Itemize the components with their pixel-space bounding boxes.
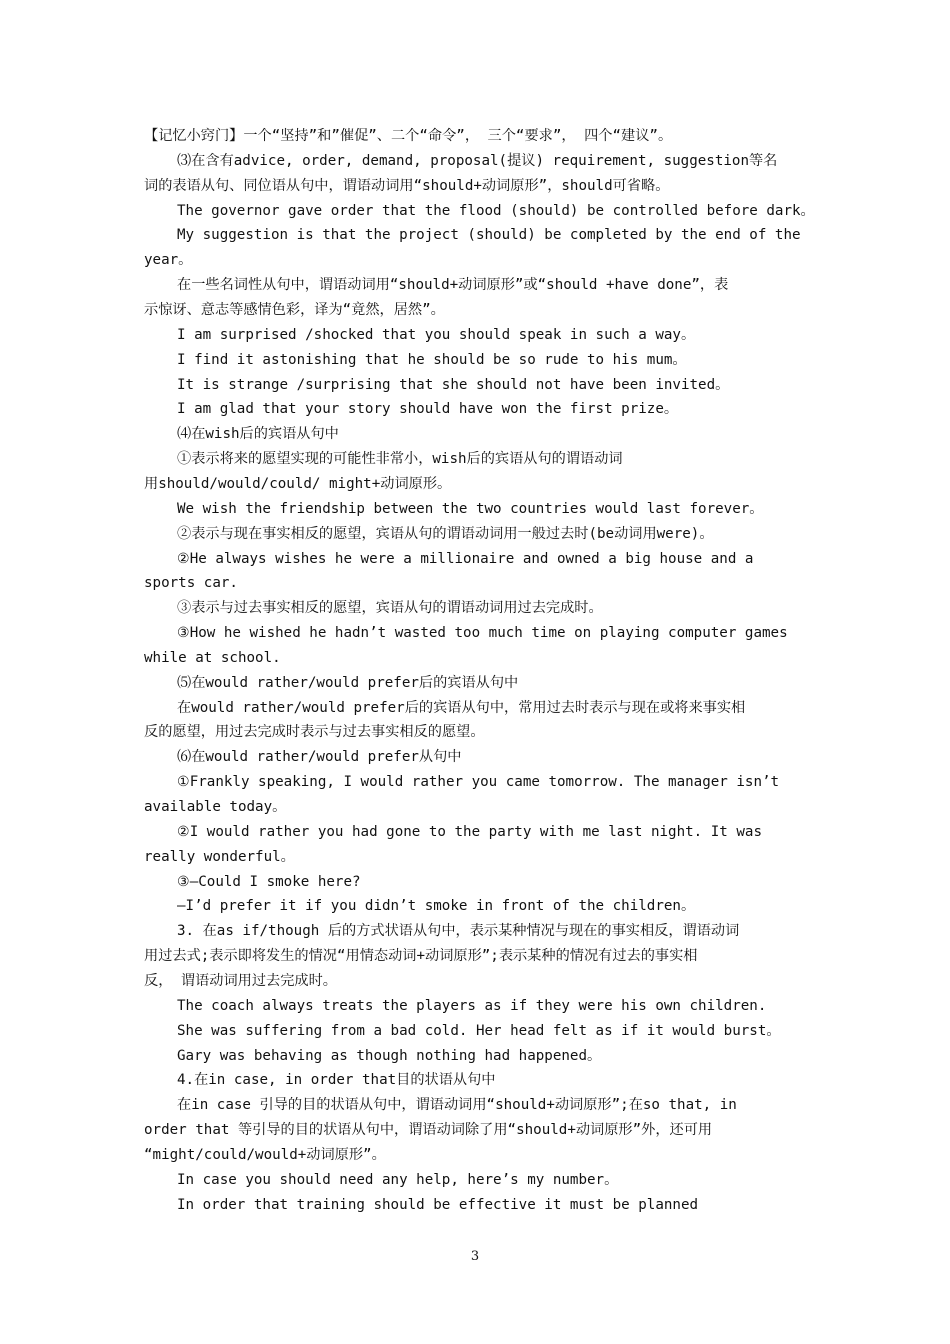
text-line: My suggestion is that the project (should) be completed by the end of the [177, 227, 801, 244]
text-line: I am surprised /shocked that you should speak in such a way。 [177, 326, 696, 343]
text-line: I am glad that your story should have won the first prize。 [177, 401, 679, 418]
text-line: It is strange /surprising that she should not have been invited。 [177, 376, 730, 393]
text-line: order that 等引导的目的状语从句中，谓语动词除了用“should+动词原形”外，还可用 [144, 1122, 713, 1138]
text-line: ⑸在would rather/would prefer后的宾语从句中 [177, 674, 519, 691]
text-line: ⑹在would rather/would prefer从句中 [177, 749, 462, 766]
text-line: ①表示将来的愿望实现的可能性非常小，wish后的宾语从句的谓语动词 [177, 451, 623, 468]
text-line: ②表示与现在事实相反的愿望，宾语从句的谓语动词用一般过去时(be动词用were)。 [177, 525, 714, 542]
text-line: 示惊讶、意志等感情色彩，译为“竟然，居然”。 [144, 302, 445, 318]
text-line: ⑶在含有advice, order, demand, proposal(提议) requirement, suggestion等名 [177, 152, 778, 169]
text-line: —I’d prefer it if you didn’t smoke in front of the children。 [177, 898, 696, 915]
text-line: 用过去式;表示即将发生的情况“用情态动词+动词原形”;表示某种的情况有过去的事实相 [144, 948, 698, 965]
text-line: ③How he wished he hadn’t wasted too much time on playing computer games [177, 625, 788, 641]
text-line: ③—Could I smoke here? [177, 873, 361, 890]
text-line: 用should/would/could/ might+动词原形。 [144, 475, 452, 492]
text-line: We wish the friendship between the two countries would last forever。 [177, 500, 764, 517]
text-line: 在in case 引导的目的状语从句中，谓语动词用“should+动词原形”;在so that, in [177, 1097, 737, 1114]
text-line: sports car. [144, 575, 238, 592]
text-line: The governor gave order that the flood (should) be controlled before dark。 [177, 202, 815, 219]
text-line: ③表示与过去事实相反的愿望，宾语从句的谓语动词用过去完成时。 [177, 600, 603, 617]
text-line: available today。 [144, 799, 287, 815]
text-line: ②I would rather you had gone to the party with me last night. It was [177, 823, 763, 840]
text-line: 4.在in case, in order that目的状语从句中 [177, 1072, 496, 1089]
text-line: year。 [144, 252, 193, 269]
text-line: The coach always treats the players as if they were his own children. [177, 997, 767, 1014]
text-line: really wonderful。 [144, 848, 295, 865]
text-line: while at school. [144, 649, 281, 666]
text-line: 3. 在as if/though 后的方式状语从句中，表示某种情况与现在的事实相反，谓语动词 [177, 923, 740, 940]
text-line: 在would rather/would prefer后的宾语从句中，常用过去时表示与现在或将来事实相 [177, 699, 746, 716]
text-line: ⑷在wish后的宾语从句中 [177, 426, 339, 443]
page-number: 3 [470, 1249, 480, 1264]
text-line: “might/could/would+动词原形”。 [144, 1146, 386, 1163]
text-line: 【记忆小窍门】一个“坚持”和”催促”、二个“命令”， 三个“要求”， 四个“建议”。 [144, 128, 673, 144]
text-line: I find it astonishing that he should be so rude to his mum。 [177, 351, 687, 368]
text-line: ①Frankly speaking, I would rather you came tomorrow. The manager isn’t [177, 774, 780, 791]
text-line: In order that training should be effective it must be planned [177, 1196, 699, 1213]
text-line: 在一些名词性从句中，谓语动词用“should+动词原形”或“should +have done”，表 [177, 277, 729, 294]
text-line: 反的愿望，用过去完成时表示与过去事实相反的愿望。 [144, 724, 485, 741]
text-line: ②He always wishes he were a millionaire and owned a big house and a [177, 550, 754, 567]
text-line: 反， 谓语动词用过去完成时。 [144, 972, 337, 989]
text-line: Gary was behaving as though nothing had happened。 [177, 1047, 602, 1064]
text-line: 词的表语从句、同位语从句中，谓语动词用“should+动词原形”，should可省略。 [144, 177, 670, 194]
text-line: She was suffering from a bad cold. Her head felt as if it would burst。 [177, 1022, 781, 1039]
text-line: In case you should need any help, here’s my number。 [177, 1171, 619, 1188]
